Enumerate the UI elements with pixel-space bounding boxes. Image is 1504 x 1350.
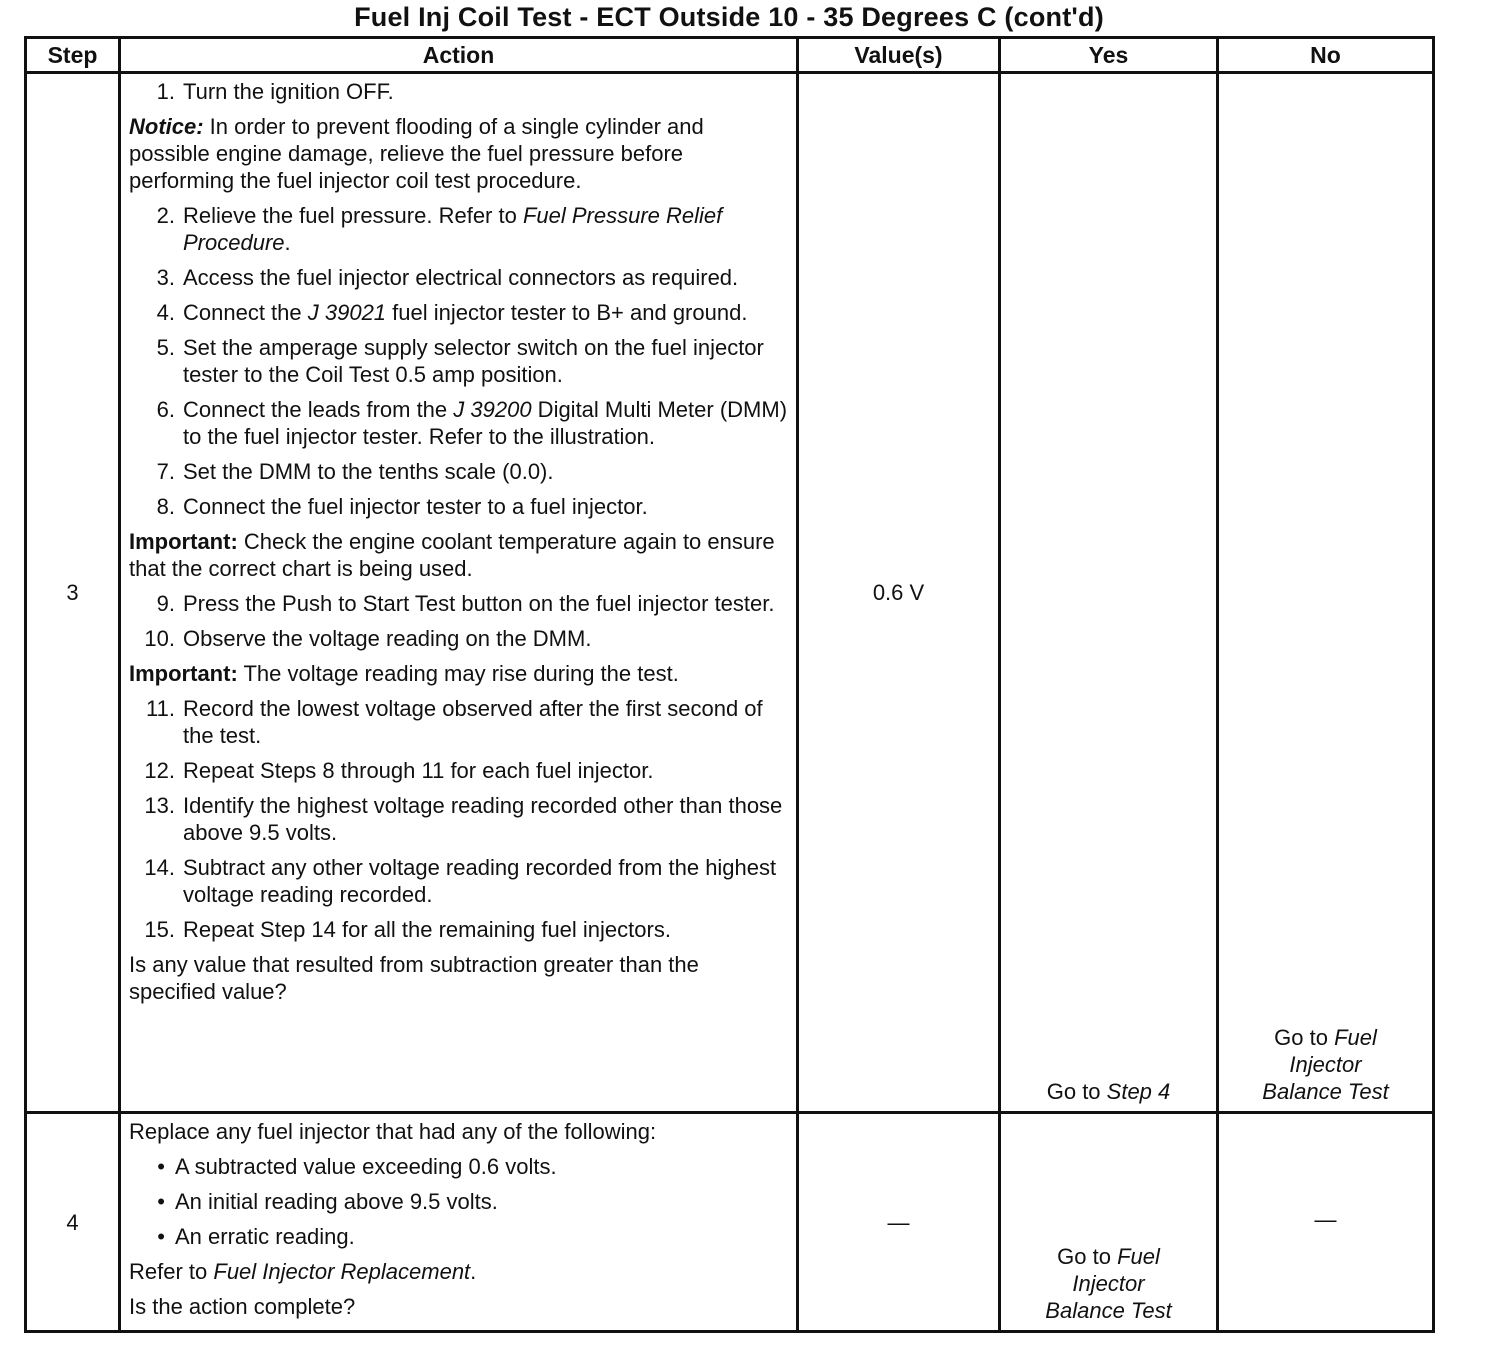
step-index: 12. bbox=[144, 758, 175, 783]
text-run: An initial reading above 9.5 volts. bbox=[175, 1189, 498, 1214]
bullet-icon: • bbox=[157, 1189, 165, 1214]
action-paragraph bbox=[129, 1118, 788, 1145]
action-paragraph bbox=[129, 1258, 788, 1285]
header-yes: Yes bbox=[1000, 38, 1218, 73]
reference-text: Fuel Injector Balance Test bbox=[1262, 1025, 1389, 1104]
text-run: Connect the bbox=[183, 300, 308, 325]
reference-text: Step 4 bbox=[1106, 1079, 1171, 1104]
step-number: 4 bbox=[26, 1113, 120, 1332]
step-index: 11. bbox=[146, 696, 175, 721]
step-text bbox=[183, 916, 788, 943]
no-cell bbox=[1218, 73, 1434, 1113]
table-row-step-3 bbox=[26, 73, 1434, 1113]
text-run: Press the Push to Start Test button on the fuel injector tester. bbox=[183, 591, 775, 616]
step-index: 3. bbox=[156, 265, 175, 290]
action-cell bbox=[120, 1113, 798, 1332]
step-index: 4. bbox=[156, 300, 175, 325]
text-run: Record the lowest voltage observed after the first second of the test. bbox=[183, 696, 763, 748]
step-text bbox=[183, 264, 788, 291]
numbered-step bbox=[129, 396, 788, 450]
header-step: Step bbox=[26, 38, 120, 73]
step-text bbox=[183, 202, 788, 256]
step-text bbox=[183, 625, 788, 652]
numbered-step bbox=[129, 695, 788, 749]
step-text bbox=[183, 299, 788, 326]
reference-text: Fuel Injector Replacement bbox=[213, 1259, 471, 1284]
yes-action-link bbox=[1005, 1078, 1212, 1105]
action-paragraph bbox=[129, 528, 788, 582]
numbered-step bbox=[129, 264, 788, 291]
diagnostic-table bbox=[24, 36, 1435, 1333]
step-index: 14. bbox=[144, 855, 175, 880]
text-run: Repeat Step 14 for all the remaining fuel injectors. bbox=[183, 917, 671, 942]
numbered-step bbox=[129, 202, 788, 256]
text-run: Turn the ignition OFF. bbox=[183, 79, 394, 104]
reference-text: Fuel Pressure Relief Procedure bbox=[183, 203, 723, 255]
action-paragraph bbox=[129, 951, 788, 1005]
numbered-step bbox=[129, 78, 788, 105]
text-run: Set the DMM to the tenths scale (0.0). bbox=[183, 459, 554, 484]
numbered-step bbox=[129, 916, 788, 943]
numbered-step bbox=[129, 854, 788, 908]
numbered-step bbox=[129, 590, 788, 617]
step-text bbox=[183, 78, 788, 105]
text-run: . bbox=[284, 230, 291, 255]
text-run: Digital Multi Meter (DMM) to the fuel injector tester. Refer to the illustration. bbox=[183, 397, 788, 449]
bullet-icon: • bbox=[157, 1224, 165, 1249]
numbered-step bbox=[129, 458, 788, 485]
numbered-step bbox=[129, 334, 788, 388]
no-action-link bbox=[1223, 1024, 1428, 1105]
step-number: 3 bbox=[26, 73, 120, 1113]
text-run: Go to bbox=[1046, 1079, 1107, 1104]
no-cell bbox=[1218, 1113, 1434, 1332]
header-row bbox=[26, 38, 1434, 73]
step-index: 2. bbox=[156, 203, 175, 228]
reference-text: J 39200 bbox=[453, 397, 532, 422]
bullet-icon: • bbox=[157, 1154, 165, 1179]
text-run: An erratic reading. bbox=[175, 1224, 355, 1249]
step-index: 8. bbox=[156, 494, 175, 519]
step-text bbox=[183, 396, 788, 450]
step-index: 13. bbox=[144, 793, 175, 818]
step-text bbox=[183, 695, 788, 749]
reference-text: Fuel Injector Balance Test bbox=[1045, 1244, 1172, 1323]
text-run: In order to prevent flooding of a single cylinder and possible engine damage, relieve the fuel pressure before performing the fuel injector coil test procedure. bbox=[129, 114, 704, 193]
step-text bbox=[183, 854, 788, 908]
text-run: A subtracted value exceeding 0.6 volts. bbox=[175, 1154, 557, 1179]
text-run: — bbox=[1314, 1206, 1337, 1232]
action-cell bbox=[120, 73, 798, 1113]
numbered-step bbox=[129, 625, 788, 652]
yes-cell bbox=[1000, 1113, 1218, 1332]
step-text bbox=[183, 458, 788, 485]
text-run: Replace any fuel injector that had any of the following: bbox=[129, 1119, 657, 1144]
text-run: The voltage reading may rise during the test. bbox=[237, 661, 679, 686]
text-run: Observe the voltage reading on the DMM. bbox=[183, 626, 592, 651]
numbered-step bbox=[129, 792, 788, 846]
text-run: . bbox=[470, 1259, 477, 1284]
header-action: Action bbox=[120, 38, 798, 73]
label-text: Important: bbox=[129, 661, 238, 686]
numbered-step bbox=[129, 299, 788, 326]
no-dash bbox=[1223, 1206, 1428, 1233]
step-text bbox=[183, 334, 788, 388]
bullet-item bbox=[129, 1223, 788, 1250]
text-run: Subtract any other voltage reading recorded from the highest voltage reading recorded. bbox=[183, 855, 777, 907]
text-run: Check the engine coolant temperature again to ensure that the correct chart is being used. bbox=[129, 529, 775, 581]
step-index: 6. bbox=[156, 397, 175, 422]
bullet-item bbox=[129, 1188, 788, 1215]
text-run: Relieve the fuel pressure. Refer to bbox=[183, 203, 523, 228]
text-run: Go to bbox=[1057, 1244, 1118, 1269]
step-text bbox=[183, 493, 788, 520]
step-index: 1. bbox=[156, 79, 175, 104]
reference-text: J 39021 bbox=[307, 300, 387, 325]
table-row-step-4 bbox=[26, 1113, 1434, 1332]
header-no: No bbox=[1218, 38, 1434, 73]
text-run: Connect the fuel injector tester to a fuel injector. bbox=[183, 494, 648, 519]
step-index: 5. bbox=[156, 335, 175, 360]
step-text bbox=[183, 590, 788, 617]
text-run: Connect the leads from the bbox=[183, 397, 454, 422]
yes-action-link bbox=[1005, 1243, 1212, 1324]
yes-cell bbox=[1000, 73, 1218, 1113]
step-text bbox=[183, 757, 788, 784]
text-run: Is the action complete? bbox=[129, 1294, 356, 1319]
page-title: Fuel Inj Coil Test - ECT Outside 10 - 35 Degrees C (cont'd) bbox=[354, 2, 1104, 32]
text-run: Repeat Steps 8 through 11 for each fuel injector. bbox=[183, 758, 654, 783]
bullet-text bbox=[175, 1153, 788, 1180]
step-index: 10. bbox=[144, 626, 175, 651]
text-run: Identify the highest voltage reading recorded other than those above 9.5 volts. bbox=[183, 793, 783, 845]
text-run: Is any value that resulted from subtraction greater than the specified value? bbox=[129, 952, 699, 1004]
action-paragraph bbox=[129, 1293, 788, 1320]
bullet-text bbox=[175, 1188, 788, 1215]
text-run: Set the amperage supply selector switch on the fuel injector tester to the Coil Test 0.5 amp position. bbox=[183, 335, 764, 387]
value-cell: — bbox=[798, 1113, 1000, 1332]
numbered-step bbox=[129, 493, 788, 520]
step-index: 15. bbox=[144, 917, 175, 942]
step-text bbox=[183, 792, 788, 846]
action-paragraph bbox=[129, 660, 788, 687]
numbered-step bbox=[129, 757, 788, 784]
step-index: 7. bbox=[156, 459, 175, 484]
step-index: 9. bbox=[156, 591, 175, 616]
text-run: fuel injector tester to B+ and ground. bbox=[386, 300, 748, 325]
label-text: Notice: bbox=[129, 114, 204, 139]
header-values: Value(s) bbox=[798, 38, 1000, 73]
value-cell: 0.6 V bbox=[798, 73, 1000, 1113]
text-run: Refer to bbox=[129, 1259, 214, 1284]
bullet-item bbox=[129, 1153, 788, 1180]
text-run: Go to bbox=[1274, 1025, 1335, 1050]
action-paragraph bbox=[129, 113, 788, 194]
text-run: Access the fuel injector electrical connectors as required. bbox=[183, 265, 739, 290]
bullet-text bbox=[175, 1223, 788, 1250]
label-text: Important: bbox=[129, 529, 238, 554]
